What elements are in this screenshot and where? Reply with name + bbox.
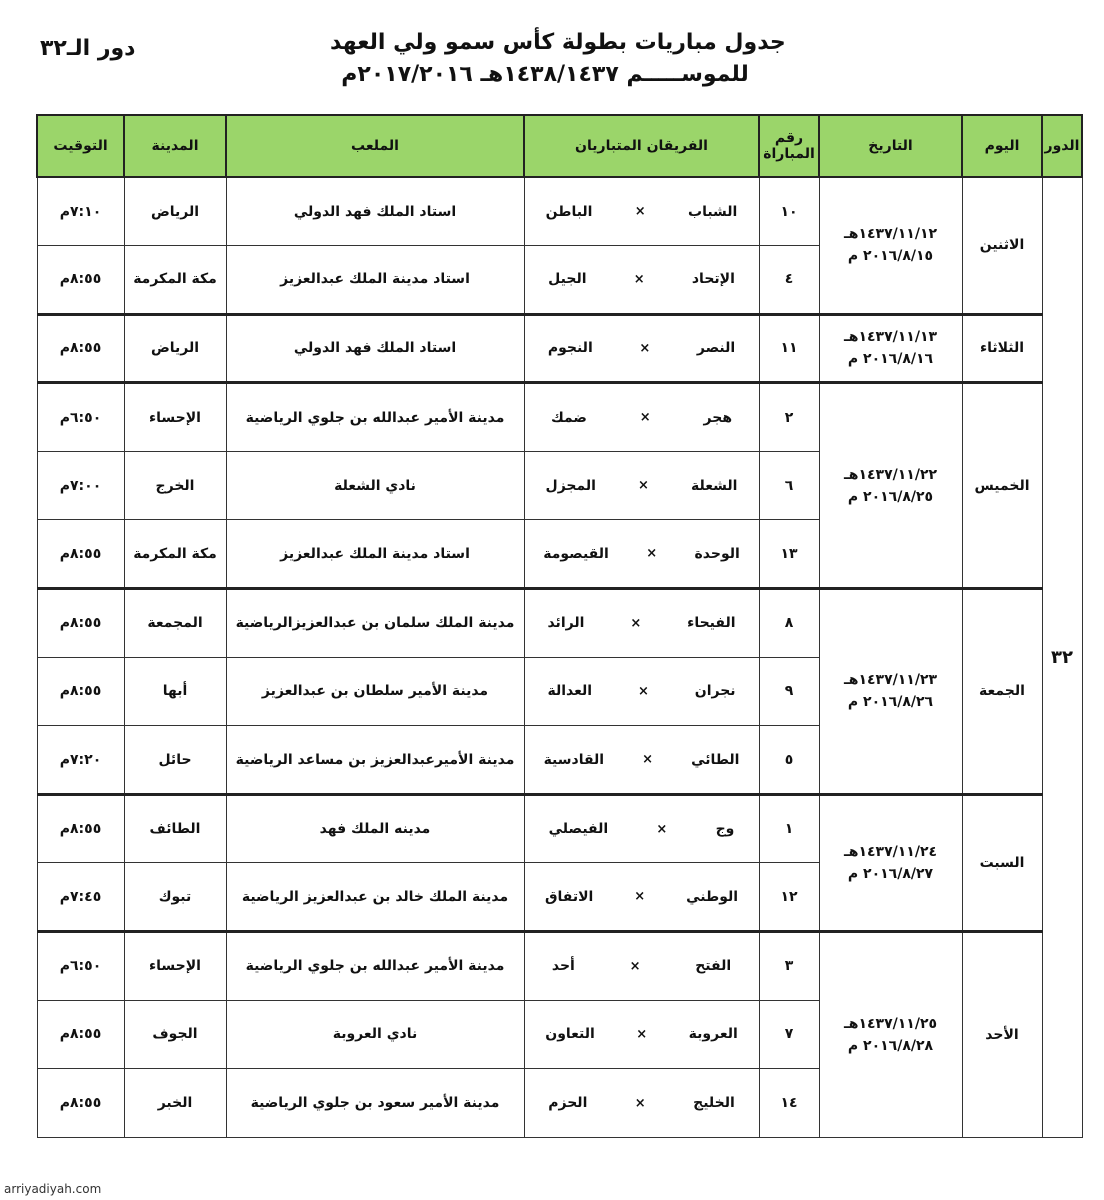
col-day: اليوم xyxy=(962,115,1042,177)
match-number: ١٢ xyxy=(759,863,819,932)
teams-cell xyxy=(524,246,759,315)
date-cell xyxy=(819,794,962,931)
stadium-cell: مدينة الأمير سعود بن جلوي الرياضية xyxy=(226,1069,524,1138)
city-cell: أبها xyxy=(124,657,226,726)
team-away: القيصومة xyxy=(543,545,609,562)
teams-cell xyxy=(524,383,759,452)
hijri-date: ١٤٣٧/١١/٢٣هـ xyxy=(843,672,938,689)
match-number: ١٤ xyxy=(759,1069,819,1138)
team-home: النصر xyxy=(696,340,736,357)
header-row xyxy=(37,115,1082,177)
city-cell: الإحساء xyxy=(124,932,226,1001)
team-home: الشباب xyxy=(688,203,738,220)
time-cell: ٨:٥٥م xyxy=(37,657,124,726)
match-number: ٧ xyxy=(759,1000,819,1069)
time-cell: ٨:٥٥م xyxy=(37,794,124,863)
season-subtitle: للموســـــم ١٤٣٨/١٤٣٧هـ ٢٠١٧/٢٠١٦م xyxy=(341,62,749,87)
day-cell: الأحد xyxy=(962,932,1042,1138)
day-cell: الخميس xyxy=(962,383,1042,589)
versus-symbol: × xyxy=(630,615,642,631)
versus-symbol: × xyxy=(634,204,646,220)
stadium-cell: مدينه الملك فهد xyxy=(226,794,524,863)
versus-symbol: × xyxy=(642,752,654,768)
time-cell: ٦:٥٠م xyxy=(37,932,124,1001)
teams-cell xyxy=(524,451,759,520)
stadium-cell: استاد مدينة الملك عبدالعزيز xyxy=(226,520,524,589)
match-number: ٤ xyxy=(759,246,819,315)
teams-cell xyxy=(524,177,759,246)
versus-symbol: × xyxy=(629,958,641,974)
time-cell: ٨:٥٥م xyxy=(37,589,124,658)
stadium-cell: مدينة الأمير عبدالله بن جلوي الرياضية xyxy=(226,383,524,452)
stadium-cell: مدينة الملك سلمان بن عبدالعزيزالرياضية xyxy=(226,589,524,658)
team-away: أحد xyxy=(551,958,575,975)
teams-cell xyxy=(524,1069,759,1138)
gregorian-date: ٢٠١٦/٨/١٥ م xyxy=(847,248,934,265)
time-cell: ٦:٥٠م xyxy=(37,383,124,452)
team-away: الرائد xyxy=(547,615,585,632)
versus-symbol: × xyxy=(646,546,658,562)
team-home: الشعلة xyxy=(691,477,738,494)
stadium-cell: مدينة الأمير عبدالله بن جلوي الرياضية xyxy=(226,932,524,1001)
team-home: نجران xyxy=(694,683,736,700)
hijri-date: ١٤٣٧/١١/٢٢هـ xyxy=(843,466,938,483)
team-away: الحزم xyxy=(548,1095,588,1112)
match-number: ٦ xyxy=(759,451,819,520)
time-cell: ٧:٢٠م xyxy=(37,726,124,795)
city-cell: تبوك xyxy=(124,863,226,932)
match-number: ١٣ xyxy=(759,520,819,589)
city-cell: الخبر xyxy=(124,1069,226,1138)
team-home: الوطني xyxy=(686,888,739,905)
versus-symbol: × xyxy=(633,271,645,287)
stadium-cell: نادي الشعلة xyxy=(226,451,524,520)
time-cell: ٨:٥٥م xyxy=(37,520,124,589)
stadium-cell: نادي العروبة xyxy=(226,1000,524,1069)
city-cell: الخرج xyxy=(124,451,226,520)
versus-symbol: × xyxy=(638,478,649,494)
page-title: جدول مباريات بطولة كأس سمو ولي العهد xyxy=(330,30,786,55)
round-cell: ٣٢ xyxy=(1042,177,1082,1138)
match-number: ١٠ xyxy=(759,177,819,246)
city-cell: حائل xyxy=(124,726,226,795)
table-row xyxy=(37,314,1082,383)
stadium-cell: مدينة الأمير سلطان بن عبدالعزيز xyxy=(226,657,524,726)
match-number: ٣ xyxy=(759,932,819,1001)
time-cell: ٧:٤٥م xyxy=(37,863,124,932)
match-number: ٩ xyxy=(759,657,819,726)
gregorian-date: ٢٠١٦/٨/٢٨ م xyxy=(847,1038,934,1055)
date-cell xyxy=(819,589,962,795)
table-row xyxy=(37,589,1082,658)
time-cell: ٧:٠٠م xyxy=(37,451,124,520)
city-cell: المجمعة xyxy=(124,589,226,658)
date-cell xyxy=(819,314,962,383)
col-teams: الفريقان المتباريان xyxy=(524,115,759,177)
team-home: العروبة xyxy=(688,1026,738,1043)
team-home: هجر xyxy=(703,409,733,426)
teams-cell xyxy=(524,589,759,658)
city-cell: الطائف xyxy=(124,794,226,863)
teams-cell xyxy=(524,520,759,589)
hijri-date: ١٤٣٧/١١/٢٥هـ xyxy=(843,1016,938,1033)
teams-cell xyxy=(524,657,759,726)
match-number: ٢ xyxy=(759,383,819,452)
day-cell: الاثنين xyxy=(962,177,1042,314)
team-home: الوحدة xyxy=(694,545,740,562)
city-cell: الرياض xyxy=(124,314,226,383)
versus-symbol: × xyxy=(634,889,646,905)
gregorian-date: ٢٠١٦/٨/٢٧ م xyxy=(847,865,934,882)
match-schedule-table xyxy=(36,114,1083,1138)
col-date: التاريخ xyxy=(819,115,962,177)
stadium-cell: استاد الملك فهد الدولي xyxy=(226,314,524,383)
team-away: الفيصلي xyxy=(548,821,609,838)
hijri-date: ١٤٣٧/١١/٢٤هـ xyxy=(843,843,938,860)
team-away: الباطن xyxy=(545,203,593,220)
team-away: ضمك xyxy=(550,409,587,426)
col-city: المدينة xyxy=(124,115,226,177)
table-row xyxy=(37,794,1082,863)
team-home: الإتحاد xyxy=(691,271,735,288)
team-home: الفتح xyxy=(695,958,732,975)
time-cell: ٨:٥٥م xyxy=(37,1069,124,1138)
gregorian-date: ٢٠١٦/٨/٢٥ م xyxy=(847,488,934,505)
versus-symbol: × xyxy=(639,340,651,356)
time-cell: ٨:٥٥م xyxy=(37,1000,124,1069)
time-cell: ٧:١٠م xyxy=(37,177,124,246)
team-away: القادسية xyxy=(543,751,605,768)
stadium-cell: استاد الملك فهد الدولي xyxy=(226,177,524,246)
city-cell: الإحساء xyxy=(124,383,226,452)
versus-symbol: × xyxy=(656,821,668,837)
col-round: الدور xyxy=(1042,115,1082,177)
hijri-date: ١٤٣٧/١١/١٢هـ xyxy=(843,226,938,243)
gregorian-date: ٢٠١٦/٨/٢٦ م xyxy=(847,694,934,711)
teams-cell xyxy=(524,314,759,383)
team-home: الخليج xyxy=(693,1095,735,1112)
teams-cell xyxy=(524,932,759,1001)
teams-cell xyxy=(524,794,759,863)
city-cell: الرياض xyxy=(124,177,226,246)
versus-symbol: × xyxy=(634,1095,646,1111)
team-away: التعاون xyxy=(545,1026,595,1043)
stadium-cell: مدينة الأميرعبدالعزيز بن مساعد الرياضية xyxy=(226,726,524,795)
team-away: النجوم xyxy=(547,340,593,357)
teams-cell xyxy=(524,1000,759,1069)
date-cell xyxy=(819,383,962,589)
day-cell: الثلاثاء xyxy=(962,314,1042,383)
match-number: ٨ xyxy=(759,589,819,658)
col-match-no: رقم المباراة xyxy=(759,115,819,177)
team-home: وج xyxy=(715,821,735,838)
gregorian-date: ٢٠١٦/٨/١٦ م xyxy=(847,351,934,368)
stadium-cell: استاد مدينة الملك عبدالعزيز xyxy=(226,246,524,315)
table-row xyxy=(37,383,1082,452)
team-away: المجزل xyxy=(545,477,596,494)
day-cell: الجمعة xyxy=(962,589,1042,795)
date-cell xyxy=(819,177,962,314)
teams-cell xyxy=(524,863,759,932)
time-cell: ٨:٥٥م xyxy=(37,314,124,383)
city-cell: الجوف xyxy=(124,1000,226,1069)
time-cell: ٨:٥٥م xyxy=(37,246,124,315)
versus-symbol: × xyxy=(636,1026,648,1042)
match-number: ١١ xyxy=(759,314,819,383)
teams-cell xyxy=(524,726,759,795)
watermark: arriyadiyah.com xyxy=(4,1182,102,1196)
team-away: الاتفاق xyxy=(545,888,594,905)
match-number: ٥ xyxy=(759,726,819,795)
team-away: العدالة xyxy=(547,683,593,700)
table-row xyxy=(37,177,1082,246)
hijri-date: ١٤٣٧/١١/١٣هـ xyxy=(843,329,938,346)
match-number: ١ xyxy=(759,794,819,863)
city-cell: مكة المكرمة xyxy=(124,246,226,315)
city-cell: مكة المكرمة xyxy=(124,520,226,589)
versus-symbol: × xyxy=(637,683,649,699)
day-cell: السبت xyxy=(962,794,1042,931)
team-home: الطائي xyxy=(691,751,740,768)
col-time: التوقيت xyxy=(37,115,124,177)
col-stadium: الملعب xyxy=(226,115,524,177)
round-label: دور الـ٣٢ xyxy=(40,36,136,61)
team-away: الجيل xyxy=(548,271,587,288)
date-cell xyxy=(819,932,962,1138)
stadium-cell: مدينة الملك خالد بن عبدالعزيز الرياضية xyxy=(226,863,524,932)
versus-symbol: × xyxy=(639,410,651,426)
table-row xyxy=(37,932,1082,1001)
team-home: الفيحاء xyxy=(687,615,736,632)
